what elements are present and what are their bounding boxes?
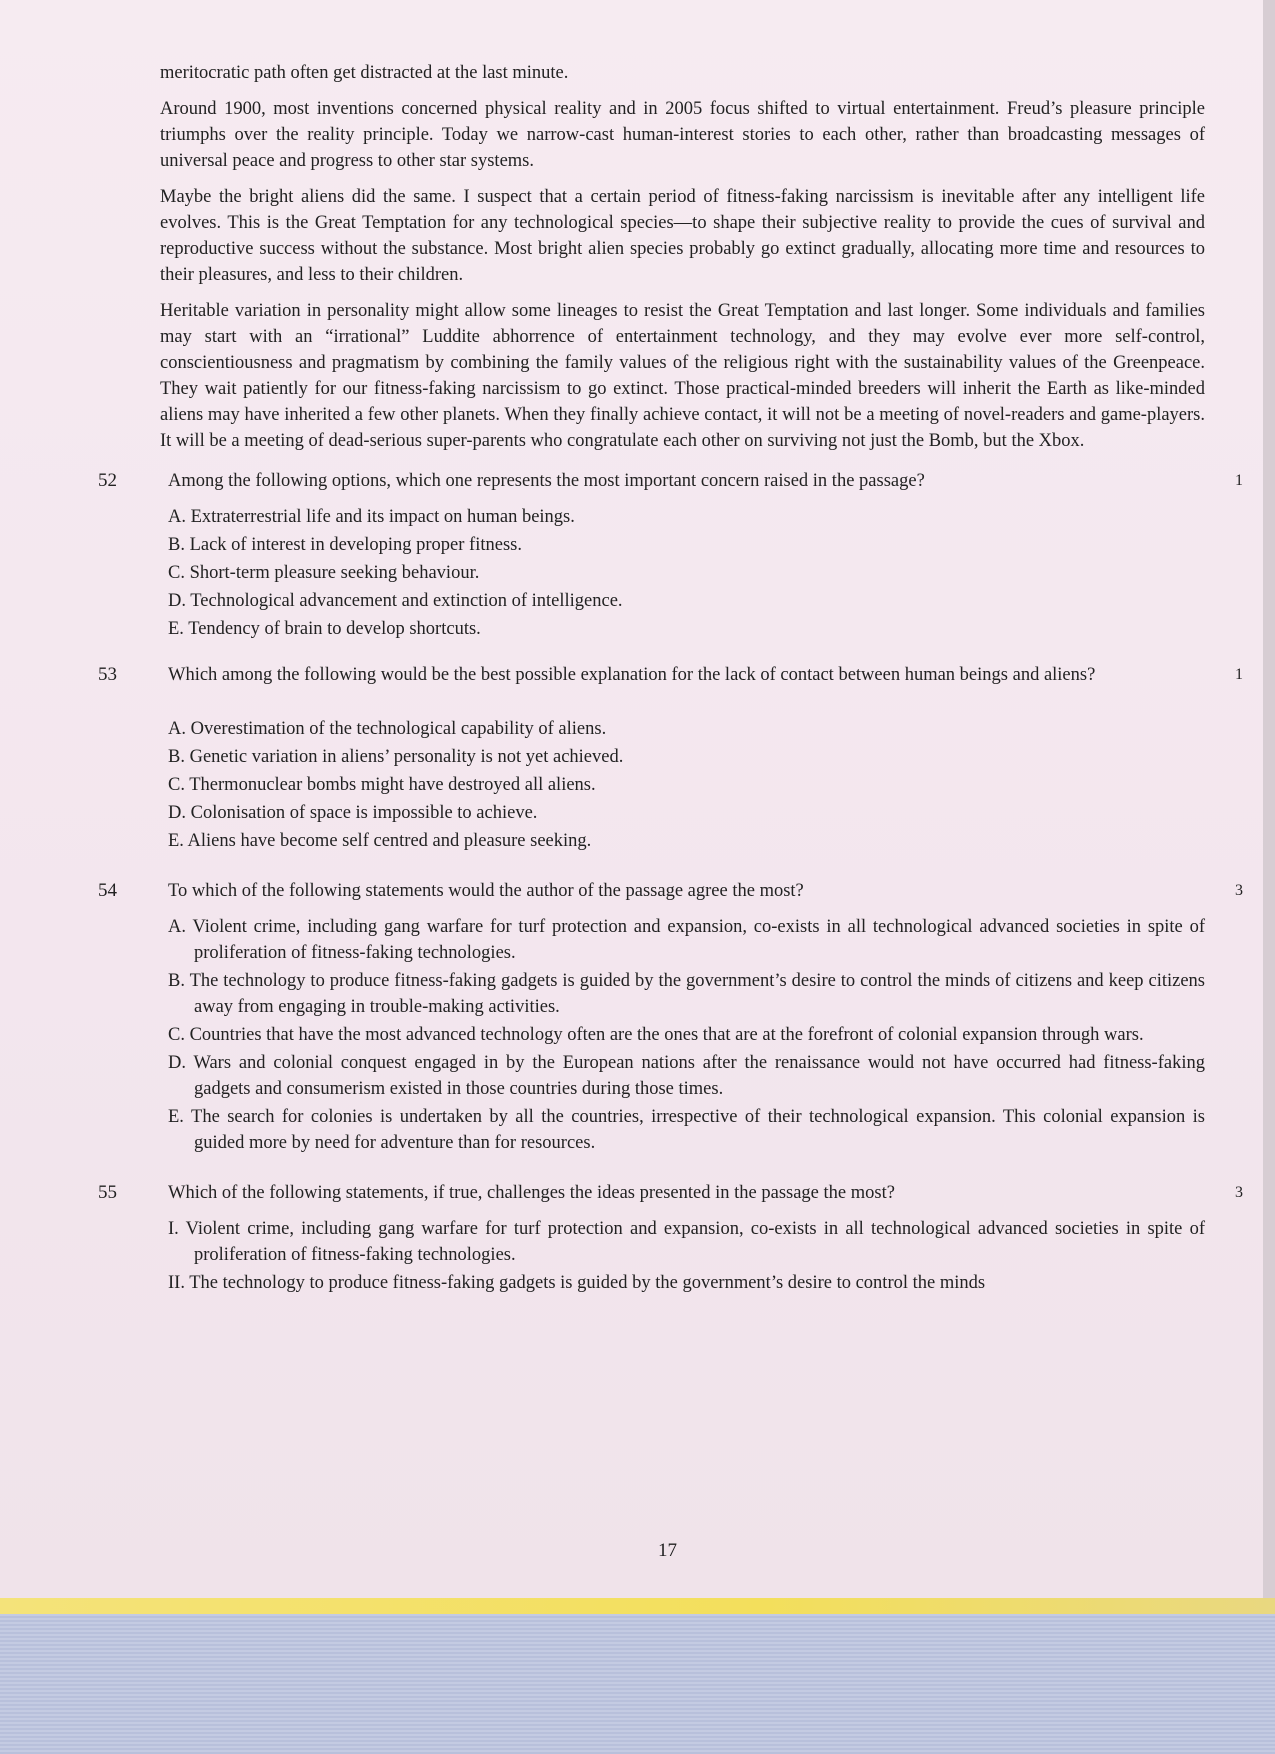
option-list — [168, 1216, 1205, 1296]
page-content — [98, 60, 1243, 1298]
option: B. Lack of interest in developing proper fitness. — [168, 535, 522, 555]
option-list — [168, 504, 1205, 642]
option: I. Violent crime, including gang warfare for turf protection and expansion, co-exists in all technological advanced societies in spite of proliferation of fitness-faking technologies. — [168, 1219, 1205, 1265]
option: D. Colonisation of space is impossible to achieve. — [168, 803, 538, 823]
option: II. The technology to produce fitness-faking gadgets is guided by the government’s desire to control the minds — [168, 1273, 986, 1293]
question-number: 53 — [98, 664, 117, 685]
question-55 — [98, 1180, 1243, 1296]
option: A. Extraterrestrial life and its impact on human beings. — [168, 507, 575, 527]
question-marks: 1 — [1235, 666, 1243, 683]
question-52 — [98, 468, 1243, 642]
scan-margin-strip — [0, 1598, 1275, 1614]
option: D. Wars and colonial conquest engaged in by the European nations after the renaissance would not have occurred had fitness-faking gadgets and consumerism existed in those countries during those times. — [168, 1053, 1205, 1099]
option: C. Thermonuclear bombs might have destroyed all aliens. — [168, 775, 596, 795]
question-text: Which among the following would be the best possible explanation for the lack of contact between human beings and aliens? — [168, 665, 1096, 685]
question-number: 54 — [98, 880, 117, 901]
option: A. Overestimation of the technological capability of aliens. — [168, 719, 607, 739]
page-number: 17 — [658, 1540, 677, 1561]
option: B. The technology to produce fitness-faking gadgets is guided by the government’s desire to control the minds of citizens and keep citizens away from engaging in trouble-making activities. — [168, 971, 1205, 1017]
option-list — [168, 914, 1205, 1156]
passage-paragraph-2: Maybe the bright aliens did the same. I suspect that a certain period of fitness-faking narcissism is inevitable after any intelligent life evolves. This is the Great Temptation for any technological species—to shape their subjective reality to provide the cues of survival and reproductive success without the substance. Most bright alien species probably go extinct gradually, allocating more time and resources to their pleasures, and less to their children. — [160, 187, 1205, 285]
question-54 — [98, 878, 1243, 1156]
question-number: 55 — [98, 1182, 117, 1203]
page-edge-shadow — [1263, 0, 1275, 1600]
option: C. Countries that have the most advanced technology often are the ones that are at the forefront of colonial expansion through wars. — [168, 1025, 1144, 1045]
option: E. The search for colonies is undertaken by all the countries, irrespective of their technological expansion. This colonial expansion is guided more by need for adventure than for resources. — [168, 1107, 1205, 1153]
passage-paragraph-3: Heritable variation in personality might allow some lineages to resist the Great Temptation and last longer. Some individuals and families may start with an “irrational” Luddite abhorrence of entertainment technology, and they may evolve ever more self-control, conscientiousness and pragmatism by combining the family values of the religious right with the sustainability values of the Greenpeace. They wait patiently for our fitness-faking narcissism to go extinct. Those practical-minded breeders will inherit the Earth as like-minded aliens may have inherited a few other planets. When they finally achieve contact, it will not be a meeting of novel-readers and game-players. It will be a meeting of dead-serious super-parents who congratulate each other on surviving not just the Bomb, but the Xbox. — [160, 301, 1205, 451]
passage-paragraph-1: Around 1900, most inventions concerned physical reality and in 2005 focus shifted to virtual entertainment. Freud’s pleasure principle triumphs over the reality principle. Today we narrow-cast human-interest stories to each other, rather than broadcasting messages of universal peace and progress to other star systems. — [160, 99, 1205, 171]
option: C. Short-term pleasure seeking behaviour. — [168, 563, 480, 583]
option-list — [168, 716, 1205, 854]
question-marks: 3 — [1235, 882, 1243, 899]
question-53 — [98, 662, 1243, 854]
option: B. Genetic variation in aliens’ personality is not yet achieved. — [168, 747, 624, 767]
question-text: Among the following options, which one represents the most important concern raised in the passage? — [168, 471, 925, 491]
option: E. Aliens have become self centred and pleasure seeking. — [168, 831, 592, 851]
option: A. Violent crime, including gang warfare for turf protection and expansion, co-exists in all technological advanced societies in spite of proliferation of fitness-faking technologies. — [168, 917, 1205, 963]
option: D. Technological advancement and extinction of intelligence. — [168, 591, 623, 611]
scanner-bed — [0, 1614, 1275, 1754]
question-marks: 1 — [1235, 472, 1243, 489]
question-marks: 3 — [1235, 1184, 1243, 1201]
passage-paragraph-0: meritocratic path often get distracted at the last minute. — [160, 63, 569, 83]
question-text: Which of the following statements, if true, challenges the ideas presented in the passage the most? — [168, 1183, 895, 1203]
option: E. Tendency of brain to develop shortcuts. — [168, 619, 481, 639]
question-text: To which of the following statements would the author of the passage agree the most? — [168, 881, 804, 901]
question-number: 52 — [98, 470, 117, 491]
